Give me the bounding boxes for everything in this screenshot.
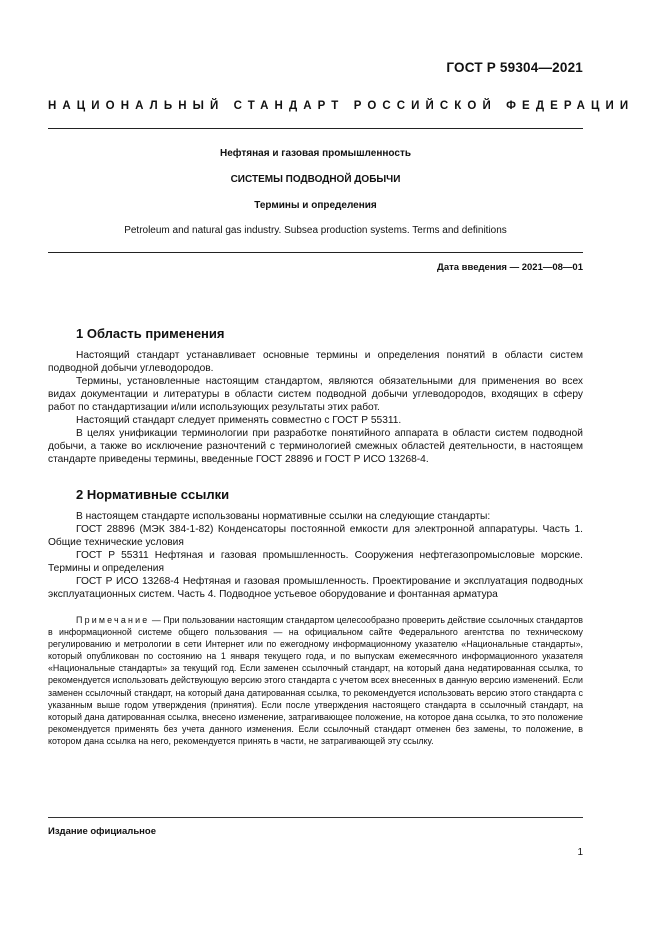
edition-label: Издание официальное (48, 826, 156, 837)
header-rule (48, 128, 583, 129)
reference-entry: ГОСТ 28896 (МЭК 384-1-82) Конденсаторы постоянной емкости для электронной аппаратуры. Часть 1. Общие технические условия (48, 524, 583, 548)
note-paragraph (48, 614, 583, 747)
sub-title: Термины и определения (254, 200, 377, 211)
footer-rule (48, 817, 583, 818)
section-2-body (48, 510, 583, 601)
note-text: — При пользовании настоящим стандартом целесообразно проверить действие ссылочных стандартов в информационной системе общего пользования — на официальном сайте Федерального агентства по техническому регулированию и метрологии в сети Интернет или по ежегодному информационному указателю «Национальные стандарты», который опубликован по состоянию на 1 января текущего года, и по выпускам ежемесячного информационного указателя «Национальные стандарты» за текущий год. Если заменен ссылочный стандарт, на который дана недатированная ссылка, то рекомендуется использовать действующую версию этого стандарта с учетом всех внесенных в данную версию изменений. Если заменен ссылочный стандарт, на который дана датированная ссылка, то рекомендуется использовать версию этого стандарта с указанным выше годом утверждения (принятия). Если после утверждения настоящего стандарта в ссылочный стандарт, на который дана датированная ссылка, внесено изменение, затрагивающее положение, на которое дана ссылка, то это положение рекомендуется применять без учета данного изменения. Если ссылочный стандарт отменен без замены, то положение, в котором дана ссылка на него, рекомендуется принять в части, не затрагивающей эту ссылку. (48, 615, 584, 746)
reference-entry: ГОСТ Р ИСО 13268-4 Нефтяная и газовая промышленность. Проектирование и эксплуатация подводных эксплуатационных систем. Часть 4. Подводное устьевое оборудование и фонтанная арматура (48, 576, 583, 600)
reference-entry: ГОСТ Р 55311 Нефтяная и газовая промышленность. Сооружения нефтегазопромысловые морские. Термины и определения (48, 550, 583, 574)
note-block (48, 614, 583, 747)
section-2-paragraph: В настоящем стандарте использованы нормативные ссылки на следующие стандарты: (76, 511, 491, 522)
section-1-paragraph: В целях унификации терминологии при разработке понятийного аппарата в области систем подводной добычи, а также во исключение разночтений с терминологией смежных областей деятельности, в настоящем стандарте приведены термины, введенные ГОСТ 28896 и ГОСТ Р ИСО 13268-4. (48, 428, 583, 465)
industry-title: Нефтяная и газовая промышленность (220, 148, 411, 159)
page-number: 1 (577, 847, 583, 858)
doc-number: ГОСТ Р 59304—2021 (446, 60, 583, 75)
section-1-paragraph: Настоящий стандарт устанавливает основные термины и определения понятий в области систем подводной добычи углеводородов. (48, 350, 583, 374)
national-standard-heading: НАЦИОНАЛЬНЫЙ СТАНДАРТ РОССИЙСКОЙ ФЕДЕРАЦИИ (48, 100, 635, 112)
section-1-body (48, 349, 583, 466)
note-label: Примечание (76, 615, 150, 625)
section-1-title: 1 Область применения (76, 326, 225, 341)
intro-date: Дата введения — 2021—08—01 (437, 262, 583, 273)
section-1-paragraph: Настоящий стандарт следует применять совместно с ГОСТ Р 55311. (76, 415, 402, 426)
section-1-paragraph: Термины, установленные настоящим стандартом, являются обязательными для применения во всех видах документации и литературы в области систем подводной добычи углеводородов, входящих в сферу работ по стандартизации и/или использующих результаты этих работ. (48, 376, 583, 413)
main-title: СИСТЕМЫ ПОДВОДНОЙ ДОБЫЧИ (230, 174, 401, 185)
title-rule (48, 252, 583, 253)
english-title: Petroleum and natural gas industry. Subsea production systems. Terms and definitions (124, 225, 507, 236)
section-2-title: 2 Нормативные ссылки (76, 487, 230, 502)
